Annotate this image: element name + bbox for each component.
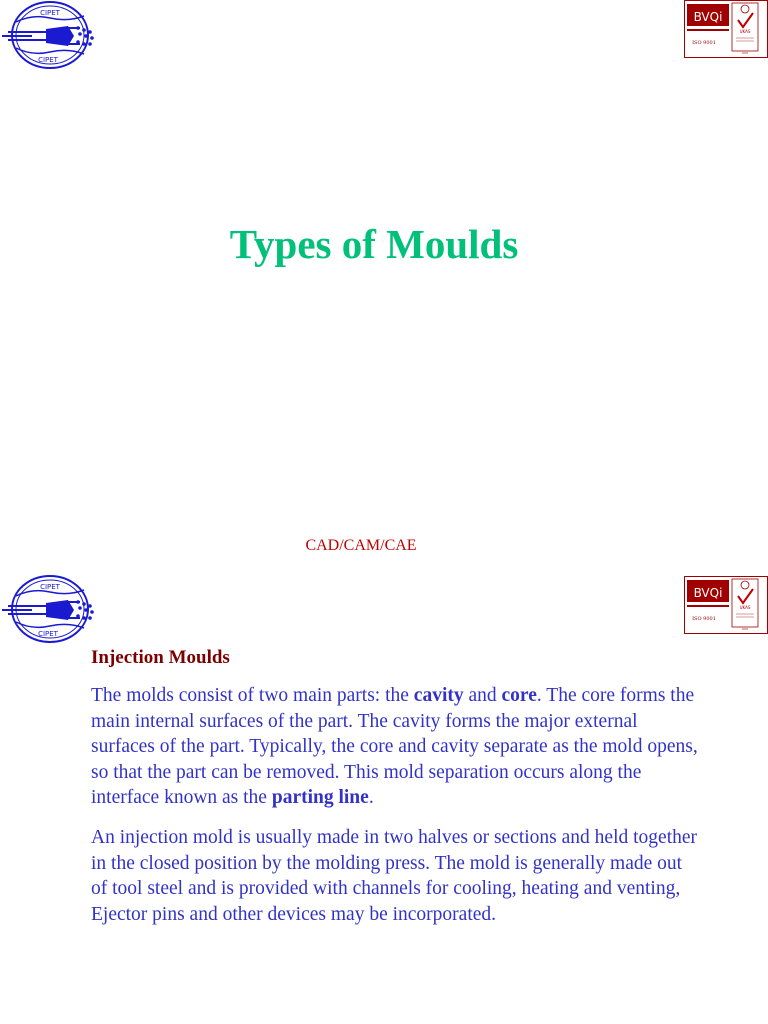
logo-text-top: CIPET (40, 583, 60, 591)
term-core: core (501, 685, 537, 706)
slide-title: Types of Moulds (229, 221, 519, 267)
cipet-logo (2, 574, 98, 648)
logo-text-top: CIPET (40, 9, 60, 17)
bvqi-text: BVQi (693, 10, 723, 24)
para1-text-3: . The core forms the main internal surfaces of the part. The cavity forms the major external surfaces of the part. Typically, the core and cavity separate as the mold opens, so that the part can be removed. This mold separation occurs along the interface known as the (91, 685, 698, 809)
para1-text-2: and (463, 685, 502, 706)
bvqi-ukas-logo (684, 0, 768, 58)
slide-footer: CAD/CAM/CAE (305, 537, 417, 554)
content-slide (0, 572, 768, 1024)
iso-text: ISO 9001 (692, 40, 716, 46)
bvqi-text: BVQi (693, 586, 723, 600)
ukas-text: UKAS (739, 29, 751, 34)
para1-text-1: The molds consist of two main parts: the (91, 685, 414, 706)
section-heading: Injection Moulds (91, 647, 230, 668)
term-cavity: cavity (413, 685, 464, 706)
logo-text-bottom: CIPET (38, 56, 58, 64)
paragraph-mold-parts (91, 683, 701, 811)
ukas-text: UKAS (739, 605, 751, 610)
iso-text: ISO 9001 (692, 616, 716, 622)
bvqi-ukas-logo (684, 576, 768, 634)
term-parting-line: parting line (271, 787, 369, 809)
paragraph-mold-construction: An injection mold is usually made in two halves or sections and held together in the closed position by the molding press. The mold is generally made out of tool steel and is provided with channels for cooling, heating and venting, Ejector pins and other devices may be incorporated. (91, 827, 698, 925)
para1-text-4: . (368, 787, 374, 809)
cipet-logo (2, 0, 98, 74)
logo-text-bottom: CIPET (38, 630, 58, 638)
